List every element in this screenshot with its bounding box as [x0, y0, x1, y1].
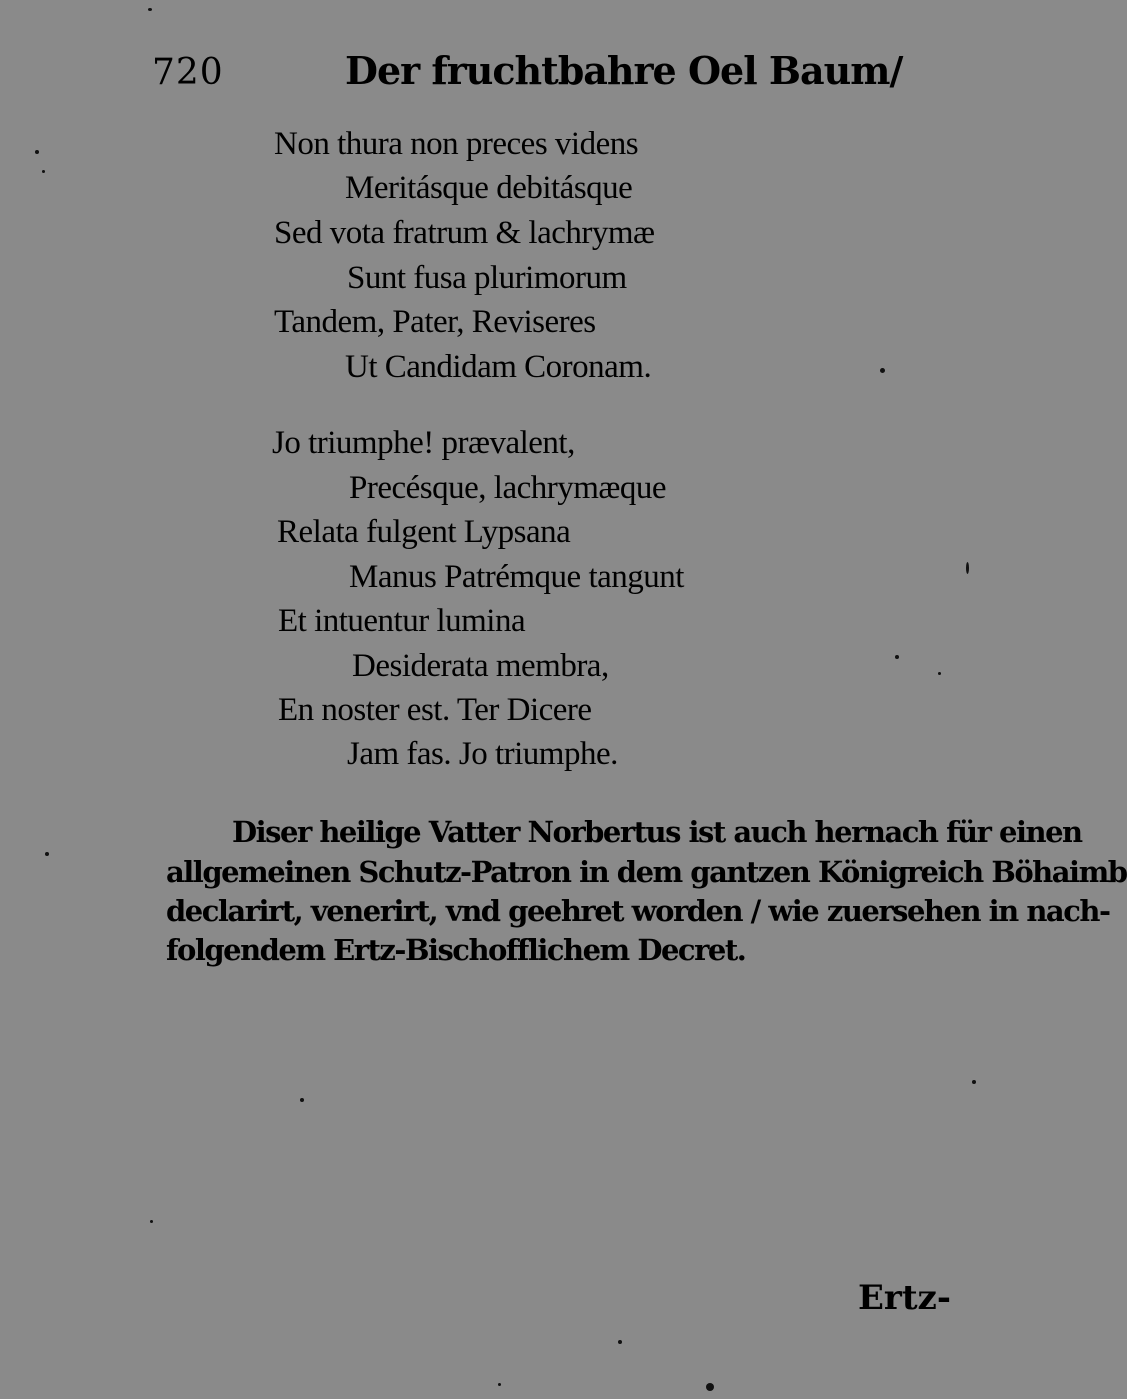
- verse-line: Non thura non preces videns: [274, 126, 639, 162]
- verse-line: En noster est. Ter Dicere: [278, 692, 592, 728]
- scan-speck: [618, 1340, 622, 1344]
- paragraph-line: allgemeinen Schutz-Patron in dem gantzen Königreich Böhaimb: [166, 855, 1127, 889]
- verse-line: Sed vota fratrum & lachrymæ: [274, 215, 655, 251]
- verse-line: Et intuentur lumina: [278, 603, 526, 639]
- scan-speck: [42, 170, 45, 173]
- scan-speck: [300, 1098, 304, 1102]
- verse-line: Jam fas. Jo triumphe.: [347, 736, 618, 772]
- scan-speck: [966, 562, 969, 574]
- paragraph-line: declarirt, venerirt, vnd geehret worden / wie zuersehen in nach-: [166, 894, 1110, 928]
- verse-line: Ut Candidam Coronam.: [345, 349, 652, 385]
- verse-line: Tandem, Pater, Reviseres: [274, 304, 596, 340]
- paragraph-line: Diser heilige Vatter Norbertus ist auch hernach für einen: [232, 815, 1082, 849]
- paragraph-line: folgendem Ertz-Bischofflichem Decret.: [166, 933, 746, 967]
- scan-speck: [938, 672, 941, 675]
- verse-line: Meritásque debitásque: [345, 170, 633, 206]
- verse-line: Sunt fusa plurimorum: [347, 260, 627, 296]
- scan-speck: [498, 1383, 501, 1386]
- scan-speck: [45, 852, 49, 856]
- page-number: 720: [152, 52, 224, 93]
- scan-speck: [895, 655, 899, 659]
- verse-line: Desiderata membra,: [352, 648, 609, 684]
- scan-speck: [972, 1080, 976, 1084]
- catchword: Ertz-: [858, 1278, 951, 1318]
- scan-speck: [880, 368, 885, 373]
- verse-line: Manus Patrémque tangunt: [349, 559, 684, 595]
- running-title: Der fruchtbahre Oel Baum/: [345, 48, 903, 93]
- scan-speck: [35, 150, 39, 154]
- verse-line: Relata fulgent Lypsana: [277, 514, 571, 550]
- scan-speck: [706, 1383, 714, 1391]
- scan-speck: [150, 1220, 153, 1223]
- verse-line: Precésque, lachrymæque: [349, 470, 667, 506]
- verse-line: Jo triumphe! prævalent,: [272, 425, 575, 461]
- scan-speck: [148, 8, 152, 11]
